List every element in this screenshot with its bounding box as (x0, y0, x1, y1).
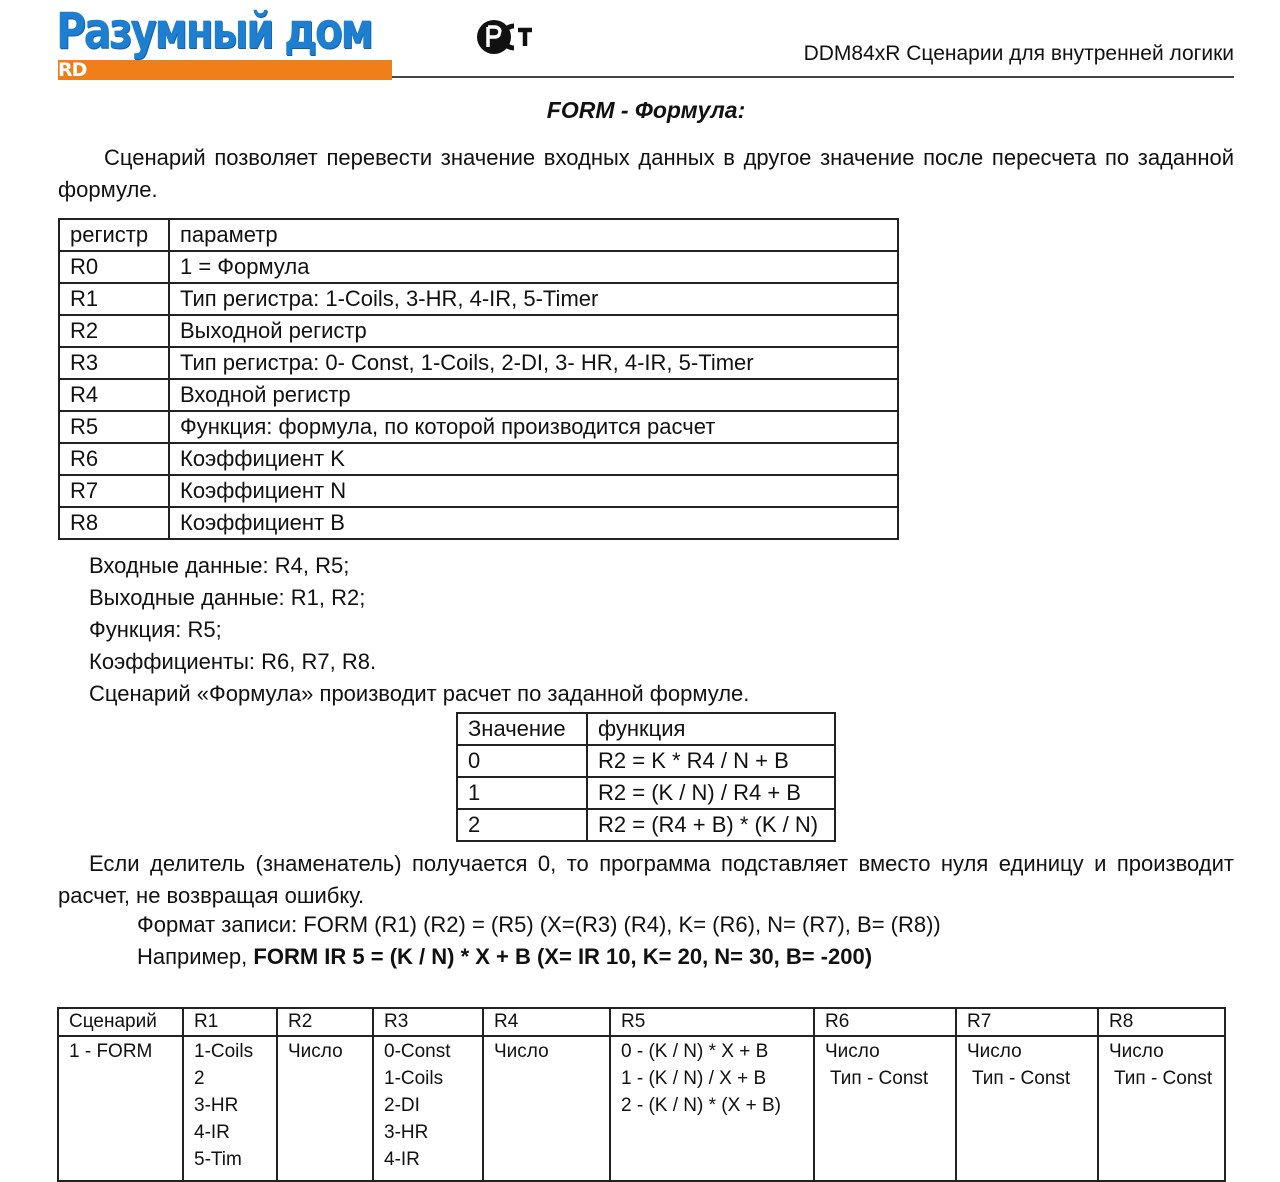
r5-cell (610, 1036, 814, 1181)
formula-cell: R2 = (K / N) / R4 + B (587, 777, 835, 809)
cell-line: 2 (194, 1068, 205, 1089)
table-header-cell: Сценарий (58, 1008, 183, 1036)
cell-line: 0 - (K / N) * X + B (621, 1041, 769, 1062)
cell-line: Число (967, 1041, 1022, 1062)
intro-paragraph: Сценарий позволяет перевести значение входных данных в другое значение после пересчета по заданной формуле. (58, 145, 1234, 202)
register-cell: R7 (59, 475, 169, 507)
parameter-cell: Выходной регистр (169, 315, 898, 347)
table-header-cell: R4 (483, 1008, 610, 1036)
cell-line: 1-Coils (384, 1068, 444, 1089)
format-line: Формат записи: FORM (R1) (R2) = (R5) (X=(R3) (R4), K= (R6), N= (R7), B= (R8)) (137, 912, 941, 937)
table-header-row (59, 219, 898, 251)
r4-cell (483, 1036, 610, 1181)
cell-line: 5-Tim (194, 1149, 242, 1170)
value-cell: 1 (457, 777, 587, 809)
register-cell: R2 (59, 315, 169, 347)
cell-line: 4-IR (384, 1149, 420, 1170)
table-header-cell: R6 (814, 1008, 956, 1036)
table-row (59, 507, 898, 539)
cell-line: 4-IR (194, 1122, 230, 1143)
cell-line: 0-Const (384, 1041, 451, 1062)
value-cell: 0 (457, 745, 587, 777)
parameter-cell: Тип регистра: 1-Coils, 3-HR, 4-IR, 5-Timer (169, 283, 898, 315)
register-cell: R1 (59, 283, 169, 315)
table-row (59, 411, 898, 443)
r8-cell (1098, 1036, 1225, 1181)
cell-line: Число (1109, 1041, 1164, 1062)
cell-line: 2 - (K / N) * (X + B) (621, 1095, 781, 1116)
table-row (457, 745, 835, 777)
cell-line: Тип - Const (1114, 1068, 1213, 1089)
table-header-cell: R2 (277, 1008, 373, 1036)
cell-line: Число (825, 1041, 880, 1062)
register-cell: R3 (59, 347, 169, 379)
scenario-description-line: Сценарий «Формула» производит расчет по заданной формуле. (89, 681, 750, 706)
example-expression: FORM IR 5 = (K / N) * X + B (X= IR 10, K= 20, N= 30, B= -200) (253, 944, 873, 969)
table-header-row (58, 1008, 1225, 1036)
scenario-cell (58, 1036, 183, 1181)
table-row (457, 777, 835, 809)
register-cell: R5 (59, 411, 169, 443)
cell-line: 1 - (K / N) / X + B (621, 1068, 767, 1089)
parameter-cell: Коэффициент B (169, 507, 898, 539)
table-row (59, 315, 898, 347)
table-header-cell: Значение (457, 713, 587, 745)
parameter-cell: Функция: формула, по которой производится расчет (169, 411, 898, 443)
parameter-cell: Коэффициент K (169, 443, 898, 475)
table-row (457, 809, 835, 841)
table-header-cell: R3 (373, 1008, 483, 1036)
division-note-paragraph: Если делитель (знаменатель) получается 0, то программа подставляет вместо нуля единицу и производит расчет, не возвращая ошибку. (58, 851, 1234, 908)
cell-line: 3-HR (194, 1095, 239, 1116)
table-row (59, 251, 898, 283)
input-data-line: Входные данные: R4, R5; (89, 553, 350, 578)
table-row (59, 443, 898, 475)
example-prefix: Например, (137, 944, 254, 969)
r6-cell (814, 1036, 956, 1181)
scenario-table (57, 1007, 1226, 1182)
cell-line: Тип - Const (830, 1068, 929, 1089)
document-title: DDM84xR Сценарии для внутренней логики (803, 42, 1234, 65)
r2-cell (277, 1036, 373, 1181)
register-cell: R0 (59, 251, 169, 283)
r1-cell (183, 1036, 277, 1181)
header-divider (392, 76, 1234, 78)
table-row (59, 379, 898, 411)
register-cell: R6 (59, 443, 169, 475)
parameter-cell: Тип регистра: 0- Const, 1-Coils, 2-DI, 3- HR, 4-IR, 5-Timer (169, 347, 898, 379)
table-row (59, 475, 898, 507)
table-row (59, 347, 898, 379)
parameter-cell: Коэффициент N (169, 475, 898, 507)
function-line: Функция: R5; (89, 617, 222, 642)
table-header-cell: R8 (1098, 1008, 1225, 1036)
table-header-cell: параметр (169, 219, 898, 251)
parameter-cell: Входной регистр (169, 379, 898, 411)
cell-line: 2-DI (384, 1095, 420, 1116)
logo-subtext: RD (58, 59, 87, 81)
logo-bar (58, 60, 392, 80)
r3-cell (373, 1036, 483, 1181)
table-row (59, 283, 898, 315)
register-cell: R4 (59, 379, 169, 411)
table-row (58, 1036, 1225, 1181)
parameter-cell: 1 = Формула (169, 251, 898, 283)
coefficients-line: Коэффициенты: R6, R7, R8. (89, 649, 377, 674)
table-header-row (457, 713, 835, 745)
formula-cell: R2 = (R4 + B) * (K / N) (587, 809, 835, 841)
table-header-cell: R1 (183, 1008, 277, 1036)
table-header-cell: R5 (610, 1008, 814, 1036)
register-cell: R8 (59, 507, 169, 539)
r7-cell (956, 1036, 1098, 1181)
output-data-line: Выходные данные: R1, R2; (89, 585, 366, 610)
certification-mark-icon (476, 18, 534, 56)
company-logo: Разумный дом (56, 2, 372, 60)
value-cell: 2 (457, 809, 587, 841)
formula-cell: R2 = K * R4 / N + B (587, 745, 835, 777)
table-header-cell: функция (587, 713, 835, 745)
cell-line: Число (288, 1041, 343, 1062)
cell-line: 1-Coils (194, 1041, 254, 1062)
register-table (58, 218, 899, 540)
table-header-cell: регистр (59, 219, 169, 251)
table-header-cell: R7 (956, 1008, 1098, 1036)
cell-line: Число (494, 1041, 549, 1062)
cell-line: 3-HR (384, 1122, 429, 1143)
cell-line: Тип - Const (972, 1068, 1071, 1089)
example-line (137, 944, 872, 970)
section-title: FORM - Формула: (546, 97, 746, 123)
cell-line: 1 - FORM (69, 1041, 153, 1062)
function-table (456, 712, 836, 842)
